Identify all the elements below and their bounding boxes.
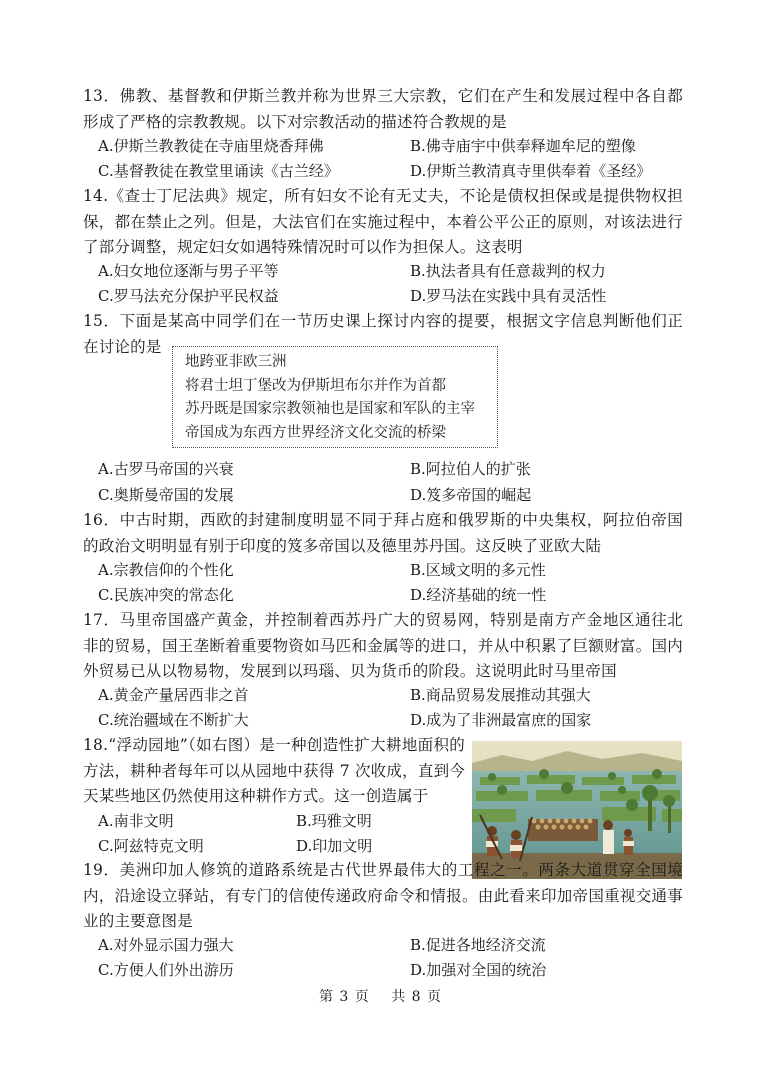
quote-line: 苏丹既是国家宗教领袖也是国家和军队的主宰	[185, 401, 475, 417]
question-16-option-b: B.区域文明的多元性	[410, 561, 546, 579]
question-16-option-a: A.宗教信仰的个性化	[98, 561, 234, 579]
question-16-option-c: C.民族冲突的常态化	[98, 586, 234, 604]
question-17-option-a: A.黄金产量居西非之首	[98, 686, 249, 704]
question-15-stem: 15．下面是某高中同学们在一节历史课上探讨内容的提要，根据文字信息判断他们正在讨论的是	[83, 312, 683, 356]
question-19-option-b: B.促进各地经济交流	[410, 936, 546, 954]
question-15-option-b: B.阿拉伯人的扩张	[410, 460, 531, 478]
quote-line: 帝国成为东西方世界经济文化交流的桥梁	[185, 424, 446, 441]
quote-line: 将君士坦丁堡改为伊斯坦布尔并作为首都	[185, 377, 446, 394]
page-footer	[0, 987, 760, 1007]
question-13-option-d: D.伊斯兰教清真寺里供奉着《圣经》	[410, 162, 652, 180]
question-18-option-d: D.印加文明	[296, 837, 373, 855]
question-17-option-b: B.商品贸易发展推动其强大	[410, 686, 591, 704]
question-18-stem: 18.“浮动园地”（如右图）是一种创造性扩大耕地面积的方法，耕种者每年可以从园地中获得 7 次收成，直到今天某些地区仍然使用这种耕作方式。这一创造属于	[83, 736, 465, 805]
question-18-option-c: C.阿兹特克文明	[98, 837, 204, 855]
question-19-stem: 19．美洲印加人修筑的道路系统是古代世界最伟大的工程之一。两条大道贯穿全国境内，沿途设立驿站，有专门的信使传递政府命令和情报。由此看来印加帝国重视交通事业的主要意图是	[83, 861, 683, 930]
question-17-option-d: D.成为了非洲最富庶的国家	[410, 711, 592, 729]
question-19-option-d: D.加强对全国的统治	[410, 961, 547, 979]
question-17-option-c: C.统治疆域在不断扩大	[98, 711, 249, 729]
question-15-option-d: D.笈多帝国的崛起	[410, 486, 532, 504]
question-14-option-d: D.罗马法在实践中具有灵活性	[410, 287, 607, 305]
page-total: 共 8 页	[391, 989, 442, 1005]
page-number: 第 3 页	[318, 989, 369, 1005]
question-16-option-d: D.经济基础的统一性	[410, 586, 547, 604]
question-18-option-a: A.南非文明	[98, 812, 174, 830]
question-13-stem: 13．佛教、基督教和伊斯兰教并称为世界三大宗教，它们在产生和发展过程中各自都形成了严格的宗教教规。以下对宗教活动的描述符合教规的是	[83, 87, 683, 131]
question-17-stem: 17．马里帝国盛产黄金，并控制着西苏丹广大的贸易网，特别是南方产金地区通往北非的贸易，国王垄断着重要物资如马匹和金属等的进口，并从中积累了巨额财富。国内外贸易已从以物易物，发展到以玛瑙、贝为货币的阶段。这说明此时马里帝国	[83, 611, 683, 680]
question-15-option-c: C.奥斯曼帝国的发展	[98, 486, 234, 504]
question-16-stem: 16．中古时期，西欧的封建制度明显不同于拜占庭和俄罗斯的中央集权，阿拉伯帝国的政治文明明显有别于印度的笈多帝国以及德里苏丹国。这反映了亚欧大陆	[83, 511, 683, 555]
quote-line: 地跨亚非欧三洲	[185, 354, 287, 370]
question-14-option-c: C.罗马法充分保护平民权益	[98, 287, 279, 305]
question-14-stem: 14.《查士丁尼法典》规定，所有妇女不论有无丈夫，不论是债权担保或是提供物权担保，都在禁止之列。但是，大法官们在实施过程中，本着公平公正的原则，对该法进行了部分调整，规定妇女如遇特殊情况时可以作为担保人。这表明	[83, 187, 683, 256]
question-13-option-c: C.基督教徒在教堂里诵读《古兰经》	[98, 162, 339, 180]
question-15-option-a: A.古罗马帝国的兴衰	[98, 460, 234, 478]
question-19-option-a: A.对外显示国力强大	[98, 936, 234, 954]
question-14-option-b: B.执法者具有任意裁判的权力	[410, 262, 606, 280]
question-19-option-c: C.方便人们外出游历	[98, 961, 234, 979]
question-14-option-a: A.妇女地位逐渐与男子平等	[98, 262, 279, 280]
question-18-option-b: B.玛雅文明	[296, 812, 372, 830]
question-13-option-a: A.伊斯兰教教徒在寺庙里烧香拜佛	[98, 137, 324, 155]
question-15-quote-box	[172, 346, 498, 448]
question-13-option-b: B.佛寺庙宇中供奉释迦牟尼的塑像	[410, 137, 636, 155]
